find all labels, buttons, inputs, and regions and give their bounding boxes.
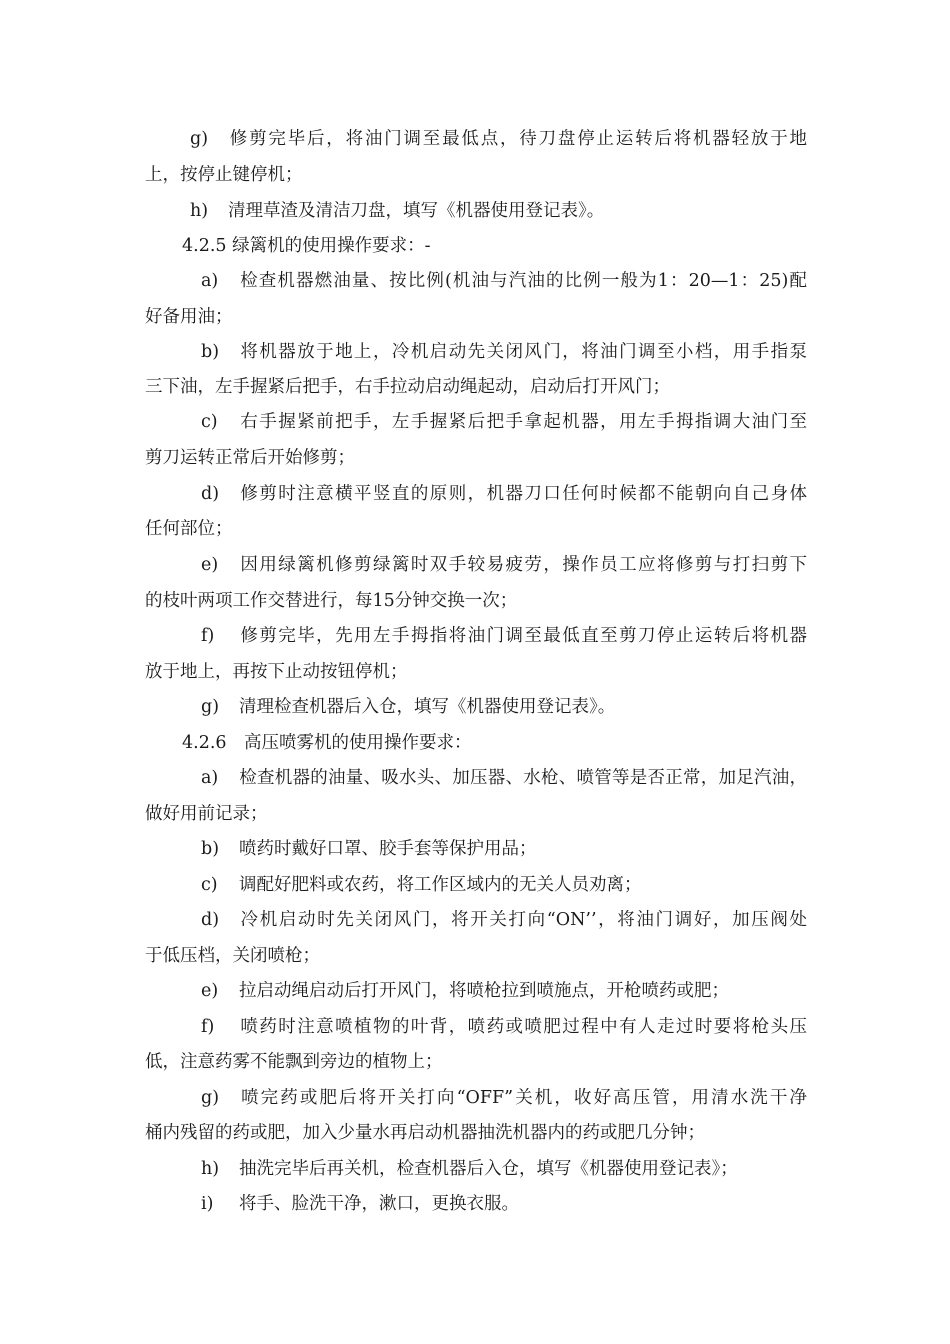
paragraph-h1	[190, 198, 604, 224]
item-label: g)	[201, 697, 220, 717]
item-label: e)	[201, 981, 219, 1001]
paragraph-e2-line2: 的枝叶两项工作交替进行，每15分钟交换一次；	[145, 591, 518, 611]
paragraph-c3	[201, 872, 642, 898]
paragraph-g3-line1	[145, 1085, 807, 1111]
item-label: i)	[201, 1194, 214, 1214]
item-label: c)	[201, 875, 218, 895]
paragraph-a3-line2: 做好用前记录；	[145, 804, 268, 824]
section-heading-4-2-6: 4.2.6 高压喷雾机的使用操作要求：	[182, 733, 472, 753]
item-text: 清理草渣及清洁刀盘，填写《机器使用登记表》。	[228, 201, 605, 221]
item-text: 修剪完毕，先用左手拇指将油门调至最低直至剪刀停止运转后将机器	[239, 626, 807, 646]
item-text: 检查机器的油量、吸水头、加压器、水枪、喷管等是否正常，加足汽油，	[239, 768, 807, 788]
paragraph-a2-line2: 好备用油；	[145, 307, 233, 327]
paragraph-i3	[201, 1191, 519, 1217]
item-text: 右手握紧前把手，左手握紧后把手拿起机器，用左手拇指调大油门至	[239, 412, 807, 432]
item-text: 将手、脸洗干净，漱口，更换衣服。	[239, 1194, 519, 1214]
item-label: c)	[201, 412, 218, 432]
item-label: g)	[201, 1088, 220, 1108]
item-text: 喷完药或肥后将开关打向“OFF”关机，收好高压管，用清水洗干净	[239, 1088, 807, 1108]
item-label: d)	[201, 910, 220, 930]
item-text: 调配好肥料或农药，将工作区域内的无关人员劝离；	[239, 875, 642, 895]
paragraph-e2-line1	[145, 552, 807, 578]
paragraph-f3-line1	[145, 1014, 807, 1040]
paragraph-d2-line2: 任何部位；	[145, 519, 233, 539]
paragraph-d3-line2: 于低压档，关闭喷枪；	[145, 946, 320, 966]
paragraph-f2-line1	[145, 623, 807, 649]
item-label: a)	[201, 768, 219, 788]
item-label: a)	[201, 271, 219, 291]
item-text: 修剪完毕后，将油门调至最低点，待刀盘停止运转后将机器轻放于地	[228, 129, 807, 149]
section-heading-4-2-5: 4.2.5 绿篱机的使用操作要求：-	[182, 236, 431, 256]
item-text: 抽洗完毕后再关机，检查机器后入仓，填写《机器使用登记表》；	[239, 1159, 738, 1179]
item-label: h)	[201, 1159, 220, 1179]
paragraph-g1-line2: 上，按停止键停机；	[145, 165, 303, 185]
item-text: 拉启动绳启动后打开风门，将喷枪拉到喷施点，开枪喷药或肥；	[239, 981, 729, 1001]
item-label: h)	[190, 201, 209, 221]
item-label: e)	[201, 555, 219, 575]
item-label: f)	[201, 1017, 215, 1037]
item-label: b)	[201, 342, 220, 362]
paragraph-g2	[201, 694, 615, 720]
paragraph-a3-line1	[145, 765, 807, 791]
paragraph-d3-line1	[145, 907, 807, 933]
paragraph-f2-line2: 放于地上，再按下止动按钮停机；	[145, 662, 408, 682]
paragraph-g3-line2: 桶内残留的药或肥，加入少量水再启动机器抽洗机器内的药或肥几分钟；	[145, 1123, 705, 1143]
item-text: 清理检查机器后入仓，填写《机器使用登记表》。	[239, 697, 616, 717]
item-text: 喷药时戴好口罩、胶手套等保护用品；	[239, 839, 537, 859]
item-text: 修剪时注意横平竖直的原则，机器刀口任何时候都不能朝向自己身体	[239, 484, 807, 504]
item-text: 因用绿篱机修剪绿篱时双手较易疲劳，操作员工应将修剪与打扫剪下	[239, 555, 807, 575]
paragraph-b2-line2: 三下油，左手握紧后把手，右手拉动启动绳起动，启动后打开风门；	[145, 377, 670, 397]
paragraph-b3	[201, 836, 537, 862]
item-label: g)	[190, 129, 209, 149]
item-text: 将机器放于地上，冷机启动先关闭风门，将油门调至小档，用手指泵	[239, 342, 807, 362]
paragraph-f3-line2: 低，注意药雾不能飘到旁边的植物上；	[145, 1052, 443, 1072]
paragraph-c2-line2: 剪刀运转正常后开始修剪；	[145, 448, 355, 468]
item-text: 冷机启动时先关闭风门，将开关打向“ON’’，将油门调好，加压阀处	[239, 910, 807, 930]
paragraph-b2-line1	[145, 339, 807, 365]
item-label: f)	[201, 626, 215, 646]
paragraph-h3	[201, 1156, 738, 1182]
item-label: d)	[201, 484, 220, 504]
paragraph-g1-line1	[145, 126, 807, 152]
paragraph-a2-line1	[145, 268, 807, 294]
paragraph-d2-line1	[145, 481, 807, 507]
item-label: b)	[201, 839, 220, 859]
paragraph-c2-line1	[145, 409, 807, 435]
item-text: 喷药时注意喷植物的叶背，喷药或喷肥过程中有人走过时要将枪头压	[239, 1017, 807, 1037]
paragraph-e3	[201, 978, 729, 1004]
item-text: 检查机器燃油量、按比例(机油与汽油的比例一般为1：20—1：25)配	[239, 271, 807, 291]
